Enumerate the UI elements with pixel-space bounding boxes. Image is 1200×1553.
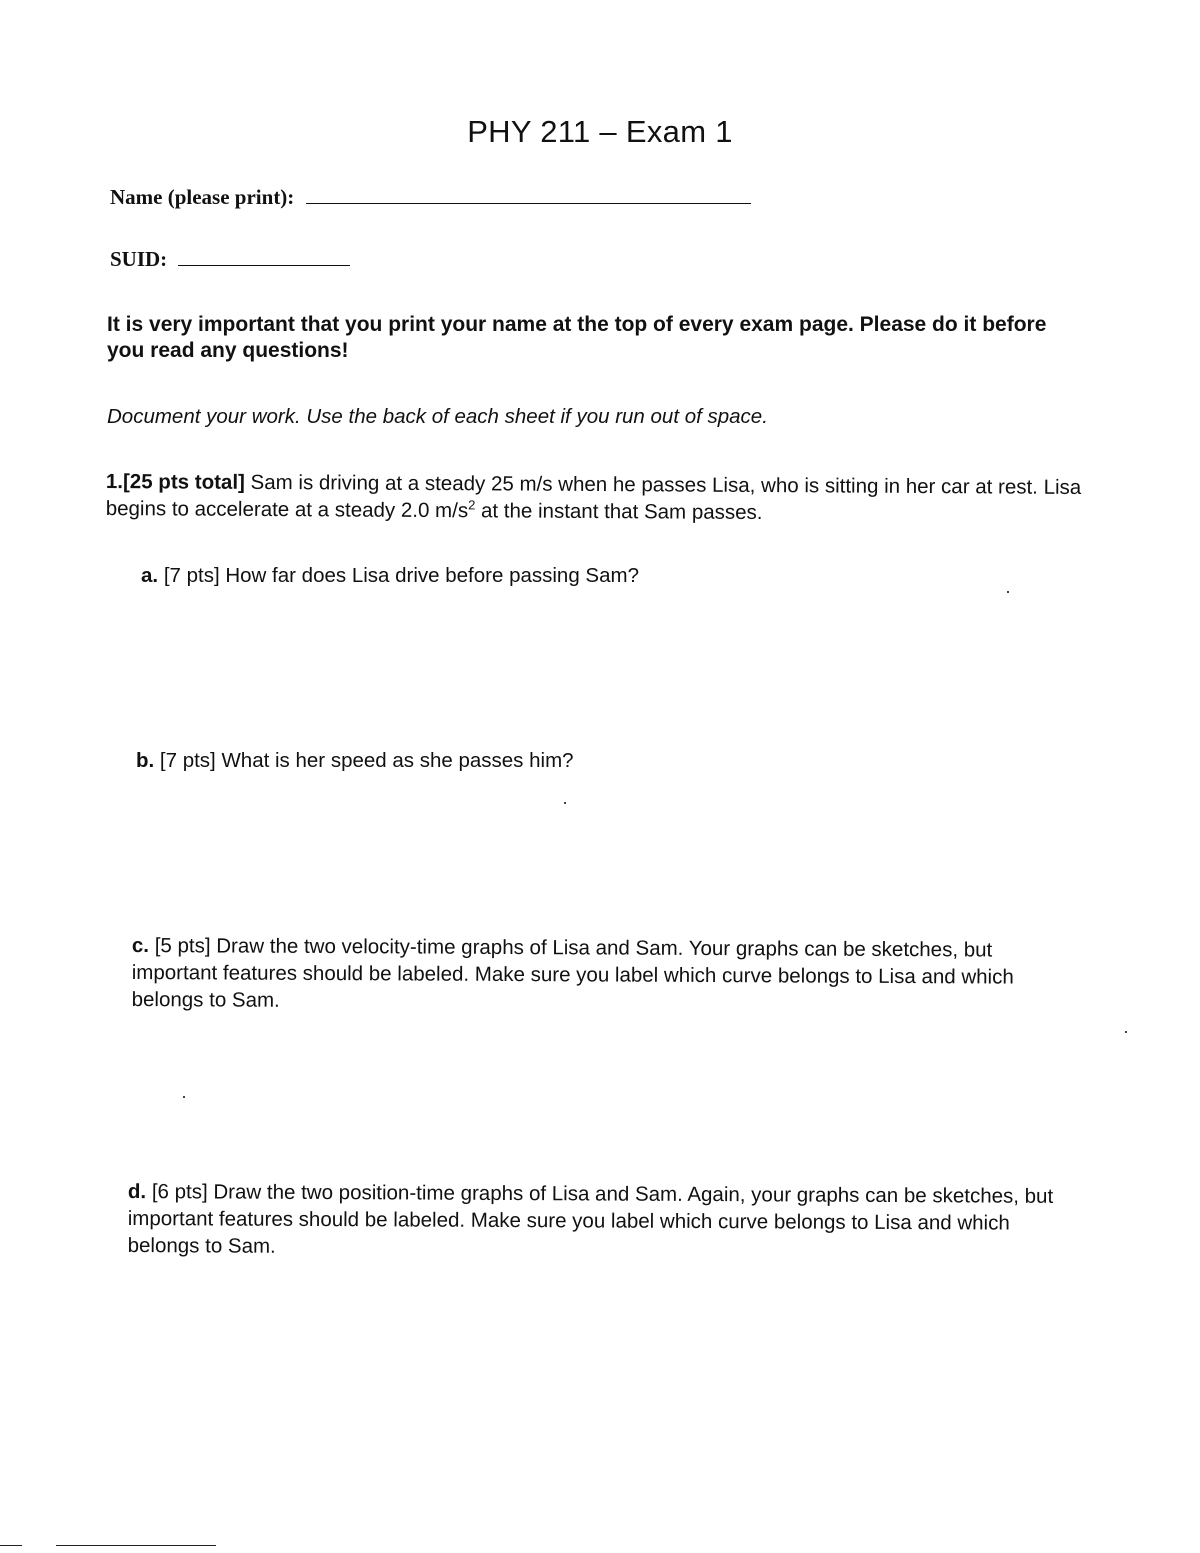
question-1-text-end: at the instant that Sam passes. — [475, 499, 763, 525]
part-b-letter: b. — [136, 749, 155, 772]
question-1-superscript: 2 — [468, 497, 476, 513]
suid-field-row — [110, 247, 350, 272]
part-c-text: [5 pts] Draw the two velocity-time graphs of Lisa and Sam. Your graphs can be sketches, but important features should be labeled. Make sure you label which curve belongs to Lisa and which belongs to Sam. — [131, 934, 1014, 1012]
part-b-text: [7 pts] What is her speed as she passes him? — [159, 749, 574, 772]
scan-speck — [564, 802, 566, 804]
instruction-note: Document your work. Use the back of each sheet if you run out of space. — [107, 405, 768, 428]
part-d-letter: d. — [127, 1180, 147, 1204]
name-blank-line[interactable] — [306, 185, 751, 204]
scan-speck — [1007, 591, 1009, 593]
suid-label: SUID: — [110, 247, 168, 271]
question-1d — [128, 1178, 1068, 1264]
part-d-text: [6 pts] Draw the two position-time graphs of Lisa and Sam. Again, your graphs can be sketches, but important features should be labeled. Make sure you label which curve belongs to Lisa and which belongs to Sam. — [127, 1180, 1054, 1258]
scan-edge-line — [56, 1545, 216, 1546]
question-1-label: 1.[25 pts total] — [105, 469, 245, 494]
part-a-letter: a. — [141, 564, 159, 587]
suid-blank-line[interactable] — [178, 247, 350, 266]
question-1a — [141, 562, 639, 589]
part-c-letter: c. — [131, 934, 150, 958]
instruction-warning: It is very important that you print your name at the top of every exam page. Please do it before you read any questions! — [107, 313, 1047, 362]
name-label: Name (please print): — [110, 185, 295, 209]
question-1b — [136, 747, 574, 774]
part-a-text: [7 pts] How far does Lisa drive before passing Sam? — [163, 564, 639, 587]
scan-speck — [1125, 1031, 1127, 1033]
question-1-stem — [106, 468, 1096, 528]
name-field-row — [110, 185, 751, 210]
scan-edge-line — [0, 1545, 22, 1546]
scan-speck — [183, 1096, 185, 1098]
question-1c — [132, 932, 1032, 1018]
question-1-text: Sam is driving at a steady 25 m/s when he passes Lisa, who is sitting in her car at rest. Lisa begins to accelerate at a steady 2.0 m/s — [105, 470, 1082, 523]
exam-title: PHY 211 – Exam 1 — [467, 114, 733, 149]
